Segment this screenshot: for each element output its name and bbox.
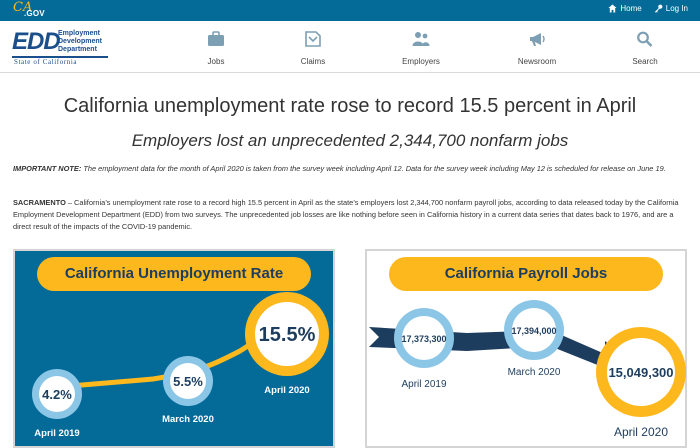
unemployment-value-apr-2019: 4.2% <box>42 387 72 402</box>
top-bar <box>0 0 700 21</box>
edd-logo-text <box>58 30 102 54</box>
edd-logo-line1: Employment <box>58 30 101 37</box>
nav-claims-label: Claims <box>300 57 326 66</box>
unemployment-value-apr-2020: 15.5% <box>258 324 316 346</box>
payroll-label-apr-2020: April 2020 <box>613 425 669 439</box>
home-label: Home <box>620 4 642 13</box>
nav-jobs-label: Jobs <box>207 57 225 66</box>
login-label: Log In <box>665 4 688 13</box>
payroll-value-apr-2019: 17,373,300 <box>401 334 447 344</box>
edd-logo-line3: Department <box>58 46 97 53</box>
home-icon <box>608 4 617 13</box>
home-link[interactable] <box>608 4 641 13</box>
search-icon <box>636 31 654 47</box>
people-icon <box>412 31 430 47</box>
page-title: California unemployment rate rose to record 15.5 percent in April <box>63 95 637 117</box>
nav-newsroom-label: Newsroom <box>517 57 557 66</box>
paragraph-text: – California’s unemployment rate rose to a record high 15.5 percent in April as the state’s employers lost 2,344,700 nonfarm payroll jobs, according to data released today by the California Employment Development Department (EDD) from two surveys. The unprecedented job losses are like nothing before seen in California history in a current data series that dates back to 1976, and are a direct result of the impacts of the COVID-19 pandemic. <box>13 198 679 231</box>
nav-jobs[interactable] <box>181 21 251 73</box>
nav-employers[interactable] <box>386 21 456 73</box>
key-icon <box>654 4 663 13</box>
payroll-jobs-title: California Payroll Jobs <box>389 257 663 291</box>
important-note <box>13 163 688 174</box>
nav-claims[interactable] <box>278 21 348 73</box>
payroll-value-mar-2020: 17,394,000 <box>511 326 557 336</box>
payroll-jobs-infographic <box>365 249 687 448</box>
claims-icon <box>304 31 322 47</box>
nav-search-label: Search <box>632 57 658 66</box>
nav-search[interactable] <box>610 21 680 73</box>
nav-newsroom[interactable] <box>502 21 572 73</box>
unemployment-rate-infographic <box>13 249 335 448</box>
megaphone-icon <box>528 31 546 47</box>
ca-gov-logo-ca: CA <box>13 0 33 15</box>
login-link[interactable] <box>654 4 688 13</box>
press-release-paragraph <box>13 197 693 233</box>
site-header <box>0 21 700 73</box>
payroll-label-mar-2020: March 2020 <box>507 367 561 378</box>
edd-logo-mark: EDD <box>12 28 60 55</box>
unemployment-label-apr-2020: April 2020 <box>264 385 310 396</box>
page-subtitle: Employers lost an unprecedented 2,344,700 nonfarm jobs <box>131 131 569 150</box>
briefcase-icon <box>207 31 225 47</box>
nav-employers-label: Employers <box>402 57 440 66</box>
edd-logo[interactable] <box>12 29 108 65</box>
unemployment-rate-title: California Unemployment Rate <box>37 257 311 291</box>
payroll-label-apr-2019: April 2019 <box>401 379 447 390</box>
payroll-value-apr-2020: 15,049,300 <box>608 365 674 380</box>
unemployment-label-mar-2020: March 2020 <box>162 414 214 425</box>
edd-logo-line2: Development <box>58 38 102 45</box>
edd-logo-state: State of California <box>14 58 78 66</box>
ca-gov-logo-gov: .GOV <box>24 9 45 18</box>
unemployment-label-apr-2019: April 2019 <box>34 428 80 439</box>
dateline: SACRAMENTO <box>13 198 66 207</box>
unemployment-value-mar-2020: 5.5% <box>173 374 203 389</box>
important-note-label: IMPORTANT NOTE: <box>13 164 82 173</box>
important-note-text: The employment data for the month of April 2020 is taken from the survey week including April 12. Data for the survey week including May 12 is scheduled for release on June 19. <box>81 164 666 173</box>
